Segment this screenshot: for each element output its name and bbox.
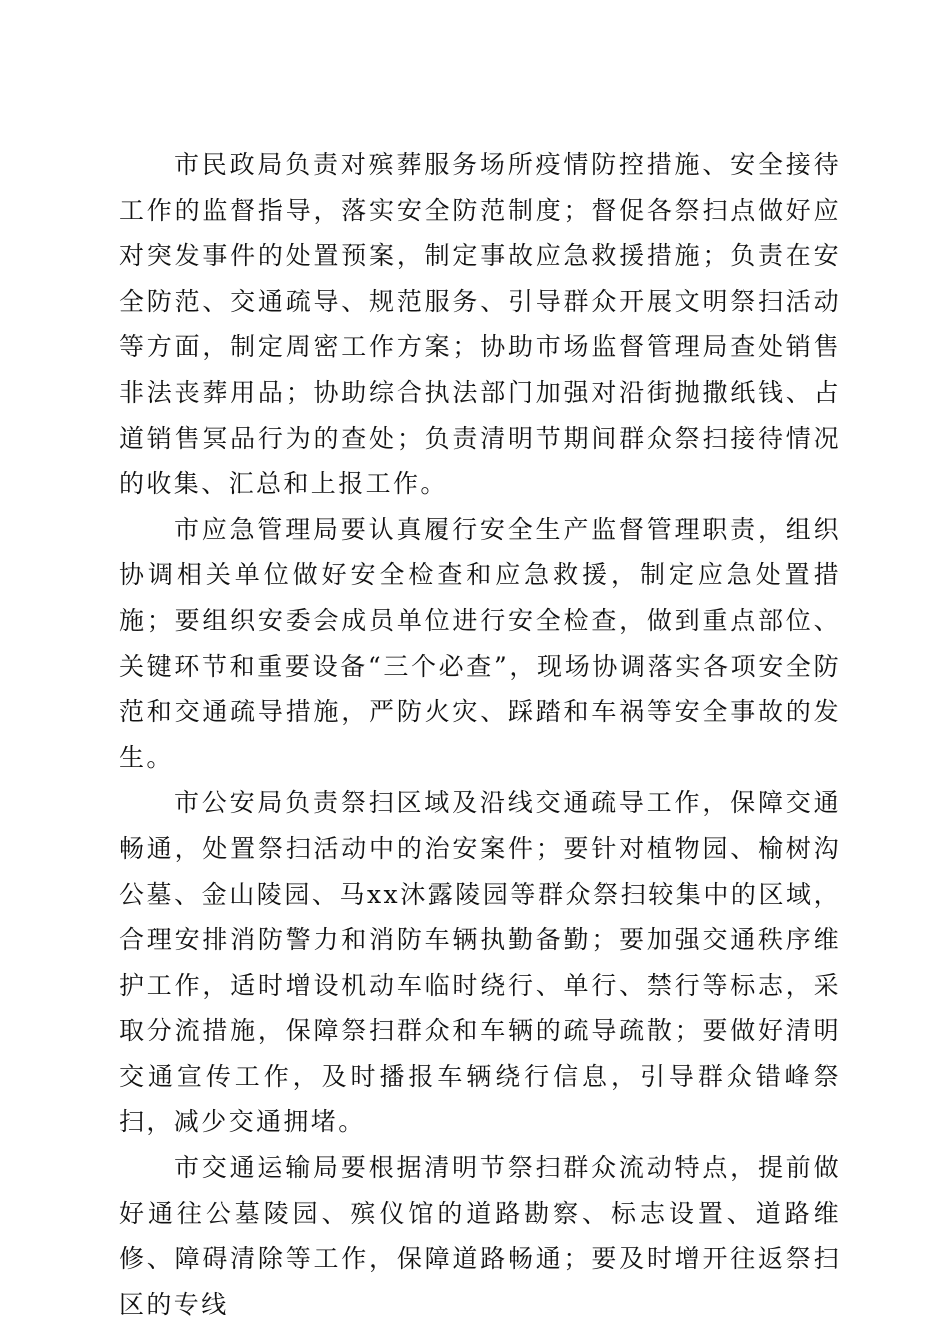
paragraph-public-security: 市公安局负责祭扫区域及沿线交通疏导工作，保障交通畅通，处置祭扫活动中的治安案件；要针对植物园、榆树沟公墓、金山陵园、马xx沐露陵园等群众祭扫较集中的区域，合理安排消防警力和消防车辆执勤备勤；要加强交通秩序维护工作，适时增设机动车临时绕行、单行、禁行等标志，采取分流措施，保障祭扫群众和车辆的疏导疏散；要做好清明交通宣传工作，及时播报车辆绕行信息，引导群众错峰祭扫，减少交通拥堵。 xyxy=(119,788,841,1137)
document-body xyxy=(119,142,841,1327)
paragraph-emergency-management: 市应急管理局要认真履行安全生产监督管理职责，组织协调相关单位做好安全检查和应急救援，制定应急处置措施；要组织安委会成员单位进行安全检查，做到重点部位、关键环节和重要设备“三个必查”，现场协调落实各项安全防范和交通疏导措施，严防火灾、踩踏和车祸等安全事故的发生。 xyxy=(119,514,841,772)
paragraph-civil-affairs: 市民政局负责对殡葬服务场所疫情防控措施、安全接待工作的监督指导，落实安全防范制度；督促各祭扫点做好应对突发事件的处置预案，制定事故应急救援措施；负责在安全防范、交通疏导、规范服务、引导群众开展文明祭扫活动等方面，制定周密工作方案；协助市场监督管理局查处销售非法丧葬用品；协助综合执法部门加强对沿街抛撒纸钱、占道销售冥品行为的查处；负责清明节期间群众祭扫接待情况的收集、汇总和上报工作。 xyxy=(119,150,841,499)
paragraph-transport: 市交通运输局要根据清明节祭扫群众流动特点，提前做好通往公墓陵园、殡仪馆的道路勘察、标志设置、道路维修、障碍清除等工作，保障道路畅通；要及时增开往返祭扫区的专线 xyxy=(119,1153,841,1319)
